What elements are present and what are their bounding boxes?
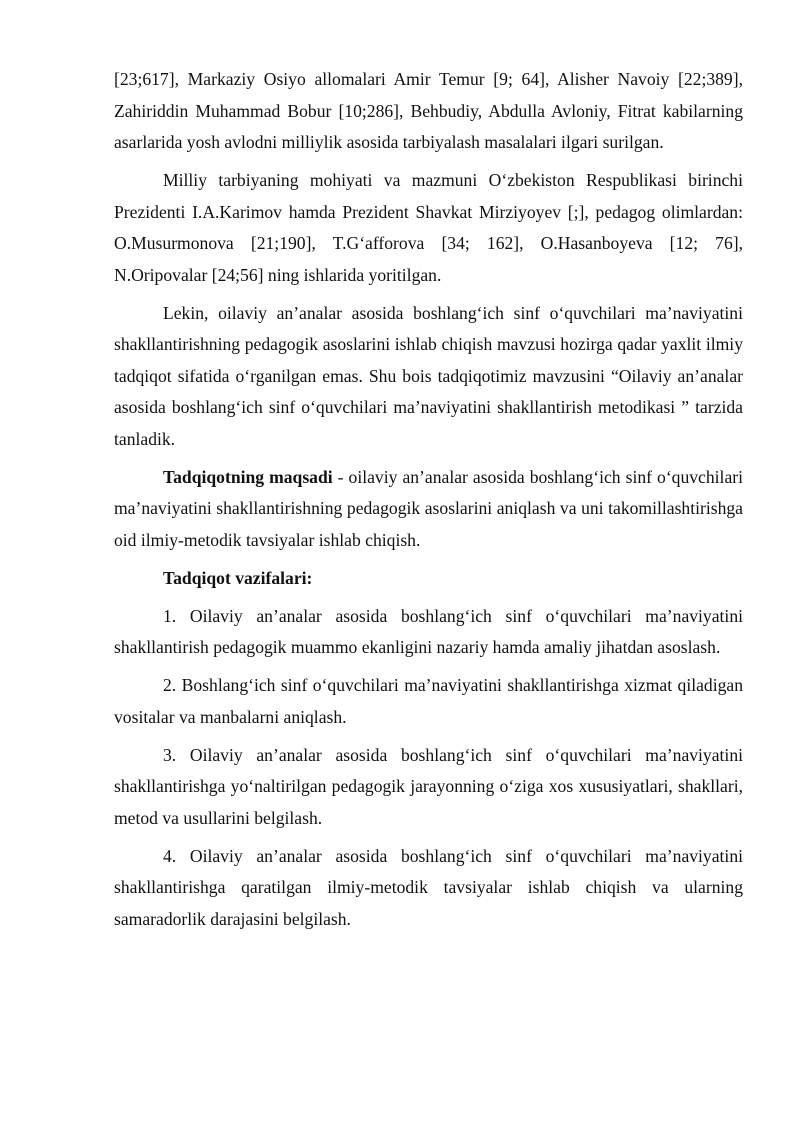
research-goal-text: - oilaviy an’analar asosida boshlang‘ich sinf o‘quvchilari ma’naviyatini shakllantirishning pedagogik asoslarini aniqlash va uni takomillashtirishga oid ilmiy-metodik tavsiyalar ishlab chiqish.	[114, 466, 744, 550]
paragraph-research-goal	[114, 462, 743, 557]
paragraph-research-topic: Lekin, oilaviy an’analar asosida boshlang‘ich sinf o‘quvchilari ma’naviyatini shakllantirishning pedagogik asoslarini ishlab chiqish mavzusi hozirga qadar yaxlit ilmiy tadqiqot sifatida o‘rganilgan emas. Shu bois tadqiqotimiz mavzusini “Oilaviy an’analar asosida boshlang‘ich sinf o‘quvchilari ma’naviyatini shakllantirish metodikasi ” tarzida tanladik.	[114, 302, 743, 449]
research-task-3: 3. Oilaviy an’analar asosida boshlang‘ich sinf o‘quvchilari ma’naviyatini shakllantirishga yo‘naltirilgan pedagogik jarayonning o‘ziga xos xususiyatlari, shakllari, metod va usullarini belgilash.	[114, 744, 743, 828]
paragraph-references-continuation: [23;617], Markaziy Osiyo allomalari Amir Temur [9; 64], Alisher Navoiy [22;389], Zahiriddin Muhammad Bobur [10;286], Behbudiy, Abdulla Avloniy, Fitrat kabilarning asarlarida yosh avlodni milliylik asosida tarbiyalash masalalari ilgari surilgan.	[114, 69, 743, 152]
research-task-4: 4. Oilaviy an’analar asosida boshlang‘ich sinf o‘quvchilari ma’naviyatini shakllantirishga qaratilgan ilmiy-metodik tavsiyalar ishlab chiqish va ularning samaradorlik darajasini belgilash.	[114, 845, 743, 929]
research-tasks-heading: Tadqiqot vazifalari:	[163, 567, 313, 588]
research-task-1: 1. Oilaviy an’analar asosida boshlang‘ich sinf o‘quvchilari ma’naviyatini shakllantirish pedagogik muammo ekanligini nazariy hamda amaliy jihatdan asoslash.	[114, 605, 743, 657]
paragraph-national-upbringing: Milliy tarbiyaning mohiyati va mazmuni O‘zbekiston Respublikasi birinchi Prezidenti I.A.Karimov hamda Prezident Shavkat Mirziyoyev [;], pedagog olimlardan: O.Musurmonova [21;190], T.G‘afforova [34; 162], O.Hasanboyeva [12; 76], N.Oripovalar [24;56] ning ishlarida yoritilgan.	[114, 170, 743, 285]
research-task-2: 2. Boshlang‘ich sinf o‘quvchilari ma’naviyatini shakllantirishga xizmat qiladigan vositalar va manbalarni aniqlash.	[114, 675, 743, 727]
research-goal-label: Tadqiqotning maqsadi	[163, 466, 333, 487]
